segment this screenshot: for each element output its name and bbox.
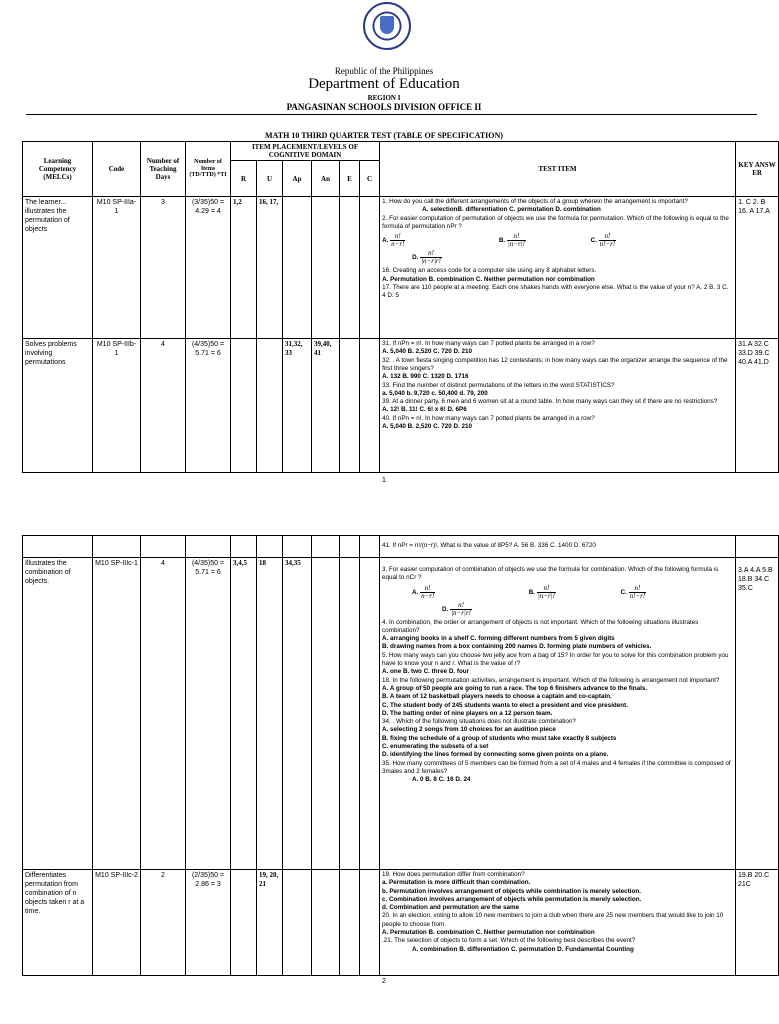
an-cell (312, 870, 340, 976)
r-cell: 1,2 (231, 197, 257, 339)
region-line: REGION I (367, 94, 401, 102)
days-cell: 2 (141, 870, 186, 976)
formula-options-row: A. $\frac{n!}{n-r!}$ B. $\frac{n!}{|n-r|!}$ C. $\frac{n!}{n!-r!}$ (382, 232, 616, 249)
question-19-option-d: d. Combination and permutation are the same (382, 904, 520, 912)
col-code: Code (93, 142, 141, 197)
question-33-options: a. 5,040 b. 9,720 c. 50,400 d. 79, 200 (382, 389, 488, 397)
col-key: KEY ANSW ER (736, 142, 779, 197)
ap-cell (283, 870, 312, 976)
question-18-option-c: C. The student body of 245 students wants to elect a president and vice president. (382, 701, 628, 709)
deped-seal-logo (363, 2, 411, 50)
formula-c: $\frac{n!}{n!-r!}$ (599, 232, 616, 249)
days-cell: 4 (141, 558, 186, 870)
items-cell: (2/35)50 = 2.86 = 3 (186, 870, 231, 976)
question-40-options: A. 5,040 B. 2,520 C. 720 D. 210 (382, 423, 473, 431)
key-cell: 19.B 20.C 21C (736, 870, 779, 976)
items-cell: (4/35)50 = 5.71 = 6 (186, 339, 231, 473)
ap-cell: 34,35 (283, 558, 312, 870)
an-cell (312, 197, 340, 339)
r-cell (231, 339, 257, 473)
question-39: 39. At a dinner party, 6 men and 6 women sit at a round table. In how many ways can they sit if there are no restrictions? (382, 398, 718, 406)
c-cell (360, 197, 380, 339)
question-35-options: A. 0 B. 8 C. 16 D. 24 (412, 776, 471, 784)
items-cell: (4/35)50 = 5.71 = 6 (186, 558, 231, 870)
formula-options-row: A. $\frac{n!}{n-r!}$ B. $\frac{n!}{|n-r|!}$ C. $\frac{n!}{n!-r!}$ (412, 583, 646, 600)
an-cell: 39,40, 41 (312, 339, 340, 473)
competency-cell: The learner... illustrates the permutation of objects (23, 197, 93, 339)
question-16: 16. Creating an access code for a computer site using any 8 alphabet letters. (382, 267, 597, 275)
page-2 (0, 532, 773, 1024)
test-item-cell (380, 870, 736, 976)
question-34-option-d: D. identifying the lines formed by connecting some given points on a plane. (382, 751, 609, 759)
days-cell: 4 (141, 339, 186, 473)
col-ap: Ap (283, 161, 312, 197)
code-cell: M10 SP-IIIc-1 (93, 558, 141, 870)
tos-table-page-1 (22, 141, 779, 473)
c-cell (360, 558, 380, 870)
republic-line: Republic of the Philippines (334, 66, 434, 76)
an-cell (312, 558, 340, 870)
formula-a: $\frac{n!}{n-r!}$ (391, 232, 405, 249)
department-title: Department of Education (308, 76, 460, 92)
question-2: 2. For easier computation of permutation of objects we use the formula for permutation. Which of the following is equal to the formula of permutation nPr ? (382, 214, 729, 230)
table-row (23, 536, 779, 558)
competency-cell: Illustrates the combination of objects. (23, 558, 93, 870)
page-1 (0, 0, 776, 500)
question-20: 20. In an election, voting to allow 10 new members to join a club when there are 25 new members that would like to join 10 people to choose from. (382, 912, 724, 928)
formula-d-row: D. $\frac{n!}{|n-r|r!}$ (442, 600, 471, 617)
e-cell (340, 339, 360, 473)
question-18-option-b: B. A team of 12 basketball players needs to choose a captain and co-captain. (382, 693, 612, 701)
question-3: 3. For easier computation of combination of objects we use the formula for combination. Which of the following formula is equal to nCr ? (382, 566, 719, 582)
table-row (23, 197, 779, 339)
question-35: 35. How many committees of 5 members can be formed from a set of 4 males and 4 females if the committee is composed of 3males and 2 females? (382, 759, 731, 775)
question-41: 41. If nPr = n!/(n−r)!. What is the value of 8P5? A. 56 B. 336 C. 1400 D. 6720 (380, 536, 736, 558)
test-item-cell (380, 339, 736, 473)
question-34: 34. . Which of the following situations does not illustrate combination? (382, 718, 576, 726)
col-items: Number of Items (TD/TTD) *TI (186, 142, 231, 197)
tos-title: MATH 10 THIRD QUARTER TEST (TABLE OF SPECIFICATION) (265, 131, 503, 140)
key-cell: 31.A 32.C 33.D 39.C 40.A 41.D (736, 339, 779, 473)
col-u: U (257, 161, 283, 197)
items-cell: (3/35)50 = 4.29 = 4 (186, 197, 231, 339)
u-cell (257, 339, 283, 473)
formula-d-row: D. $\frac{n!}{|n-r|r!}$ (412, 249, 441, 266)
code-cell: M10 SP-IIIc-2 (93, 870, 141, 976)
col-competency: Learning Competency (MELCs) (23, 142, 93, 197)
question-21: .21. The selection of objects to form a set. Which of the following best describes the event? (382, 937, 636, 945)
key-cell: 1. C 2. B 16. A 17.A (736, 197, 779, 339)
tos-table-page-2 (22, 535, 779, 976)
ap-cell (283, 197, 312, 339)
col-e: E (340, 161, 360, 197)
table-row (23, 558, 779, 870)
col-c: C (360, 161, 380, 197)
formula-b: $\frac{n!}{|n-r|!}$ (507, 232, 526, 249)
e-cell (340, 870, 360, 976)
col-days: Number of Teaching Days (141, 142, 186, 197)
r-cell (231, 870, 257, 976)
question-21-options: A. combination B. differentiation C. permutation D. Fundamental Counting (412, 945, 634, 953)
question-19: 19. How does permutation differ from combination? (382, 871, 525, 878)
question-19-option-a: a. Permutation is more difficult than combination. (382, 879, 531, 887)
question-4-option-b: B. drawing names from a box containing 200 names D. forming plate numbers of vehicles. (382, 643, 652, 651)
competency-cell: Differentiates permutation from combination of n objects taken r at a time. (23, 870, 93, 976)
question-19-option-b: b. Permutation involves arrangement of objects while combination is merely selection. (382, 887, 641, 895)
question-39-options: A. 12! B. 11! C. 6! x 6! D. 6P6 (382, 406, 467, 414)
u-cell: 18 (257, 558, 283, 870)
question-34-option-c: C. enumerating the subsets of a set (382, 743, 489, 751)
question-34-option-a: A. selecting 2 songs from 10 choices for an audition piece (382, 726, 556, 734)
question-31-options: A. 5,040 B. 2,520 C. 720 D. 210 (382, 348, 473, 356)
table-row (23, 870, 779, 976)
competency-cell: Solves problems involving permutations (23, 339, 93, 473)
r-cell: 3,4,5 (231, 558, 257, 870)
question-17: 17. There are 110 people at a meeting. Each one shakes hands with everyone else. What is the value of your n? A. 2 B. 3 C. 4 D. 5 (382, 283, 729, 300)
question-18: 18. In the following permutation activities, arrangement is important. Which of the following is arrangement not important? (382, 676, 720, 684)
code-cell: M10 SP-IIIa-1 (93, 197, 141, 339)
question-4-option-a: A. arranging books in a shelf C. forming different numbers from 5 given digits (382, 635, 615, 643)
col-r: R (231, 161, 257, 197)
question-33: 33. Find the number of distinct permutations of the letters in the word STATISTICS? (382, 381, 615, 389)
col-an: An (312, 161, 340, 197)
col-test-item: TEST ITEM (380, 142, 736, 197)
u-cell: 19, 20, 21 (257, 870, 283, 976)
c-cell (360, 870, 380, 976)
question-5: 5. How many ways can you choose two jelly ace from a bag of 15? In order for you to solve for this combination problem you have to know your n and r. What is the value of r? (382, 651, 729, 668)
code-cell: M10 SP-IIIb-1 (93, 339, 141, 473)
question-16-options: A. Permutation B. combination C. Neither permutation nor combination (382, 275, 595, 283)
question-32: 32. . A town fiesta singing competition has 12 contestants; in how many ways can the organizer arrange the sequence of the first three singers? (382, 356, 728, 372)
question-5-options: A. one B. two C. three D. four (382, 668, 470, 676)
test-item-cell (380, 197, 736, 339)
question-40: 40. If nPn = n!. In how many ways can 7 potted plants be arranged in a row? (382, 414, 595, 422)
question-32-options: A. 132 B. 990 C. 1320 D. 1716 (382, 373, 469, 381)
header-divider (26, 114, 757, 115)
question-1: 1. How do you call the different arrangements of the objects of a group wherein the arrangement is important? (382, 198, 688, 206)
question-31: 31. If nPn = n!. In how many ways can 7 potted plants be arranged in a row? (382, 340, 595, 348)
table-row (23, 339, 779, 473)
question-18-option-a: A. A group of 50 people are going to run a race. The top 6 finishers advance to the finals. (382, 684, 648, 692)
days-cell: 3 (141, 197, 186, 339)
page-number: 2 (382, 978, 386, 985)
division-line: PANGASINAN SCHOOLS DIVISION OFFICE II (286, 102, 482, 112)
col-placement: ITEM PLACEMENT/LEVELS OF COGNITIVE DOMAIN (231, 142, 380, 161)
page-number: 1 (382, 477, 386, 484)
question-18-option-d: D. The batting order of nine players on a 12 person team. (382, 709, 553, 717)
question-1-options: A. selectionB. differentiation C. permutation D. combination (422, 206, 601, 214)
ap-cell: 31,32, 33 (283, 339, 312, 473)
question-19-option-c: c. Combination involves arrangement of objects while permutation is merely selection. (382, 895, 642, 903)
formula-d: $\frac{n!}{|n-r|r!}$ (421, 249, 441, 266)
c-cell (360, 339, 380, 473)
question-34-option-b: B. fixing the schedule of a group of students who must take exactly 8 subjects (382, 734, 617, 742)
u-cell: 16, 17, (257, 197, 283, 339)
test-item-cell (380, 558, 736, 870)
key-cell: 3.A 4.A 5.B 18.B 34.C 35.C (736, 558, 779, 870)
question-20-options: A. Permutation B. combination C. Neither permutation nor combination (382, 929, 595, 937)
e-cell (340, 558, 360, 870)
e-cell (340, 197, 360, 339)
question-4: 4. In combination, the order or arrangement of objects is not important. Which of the following situations illustrates combination? (382, 618, 699, 634)
